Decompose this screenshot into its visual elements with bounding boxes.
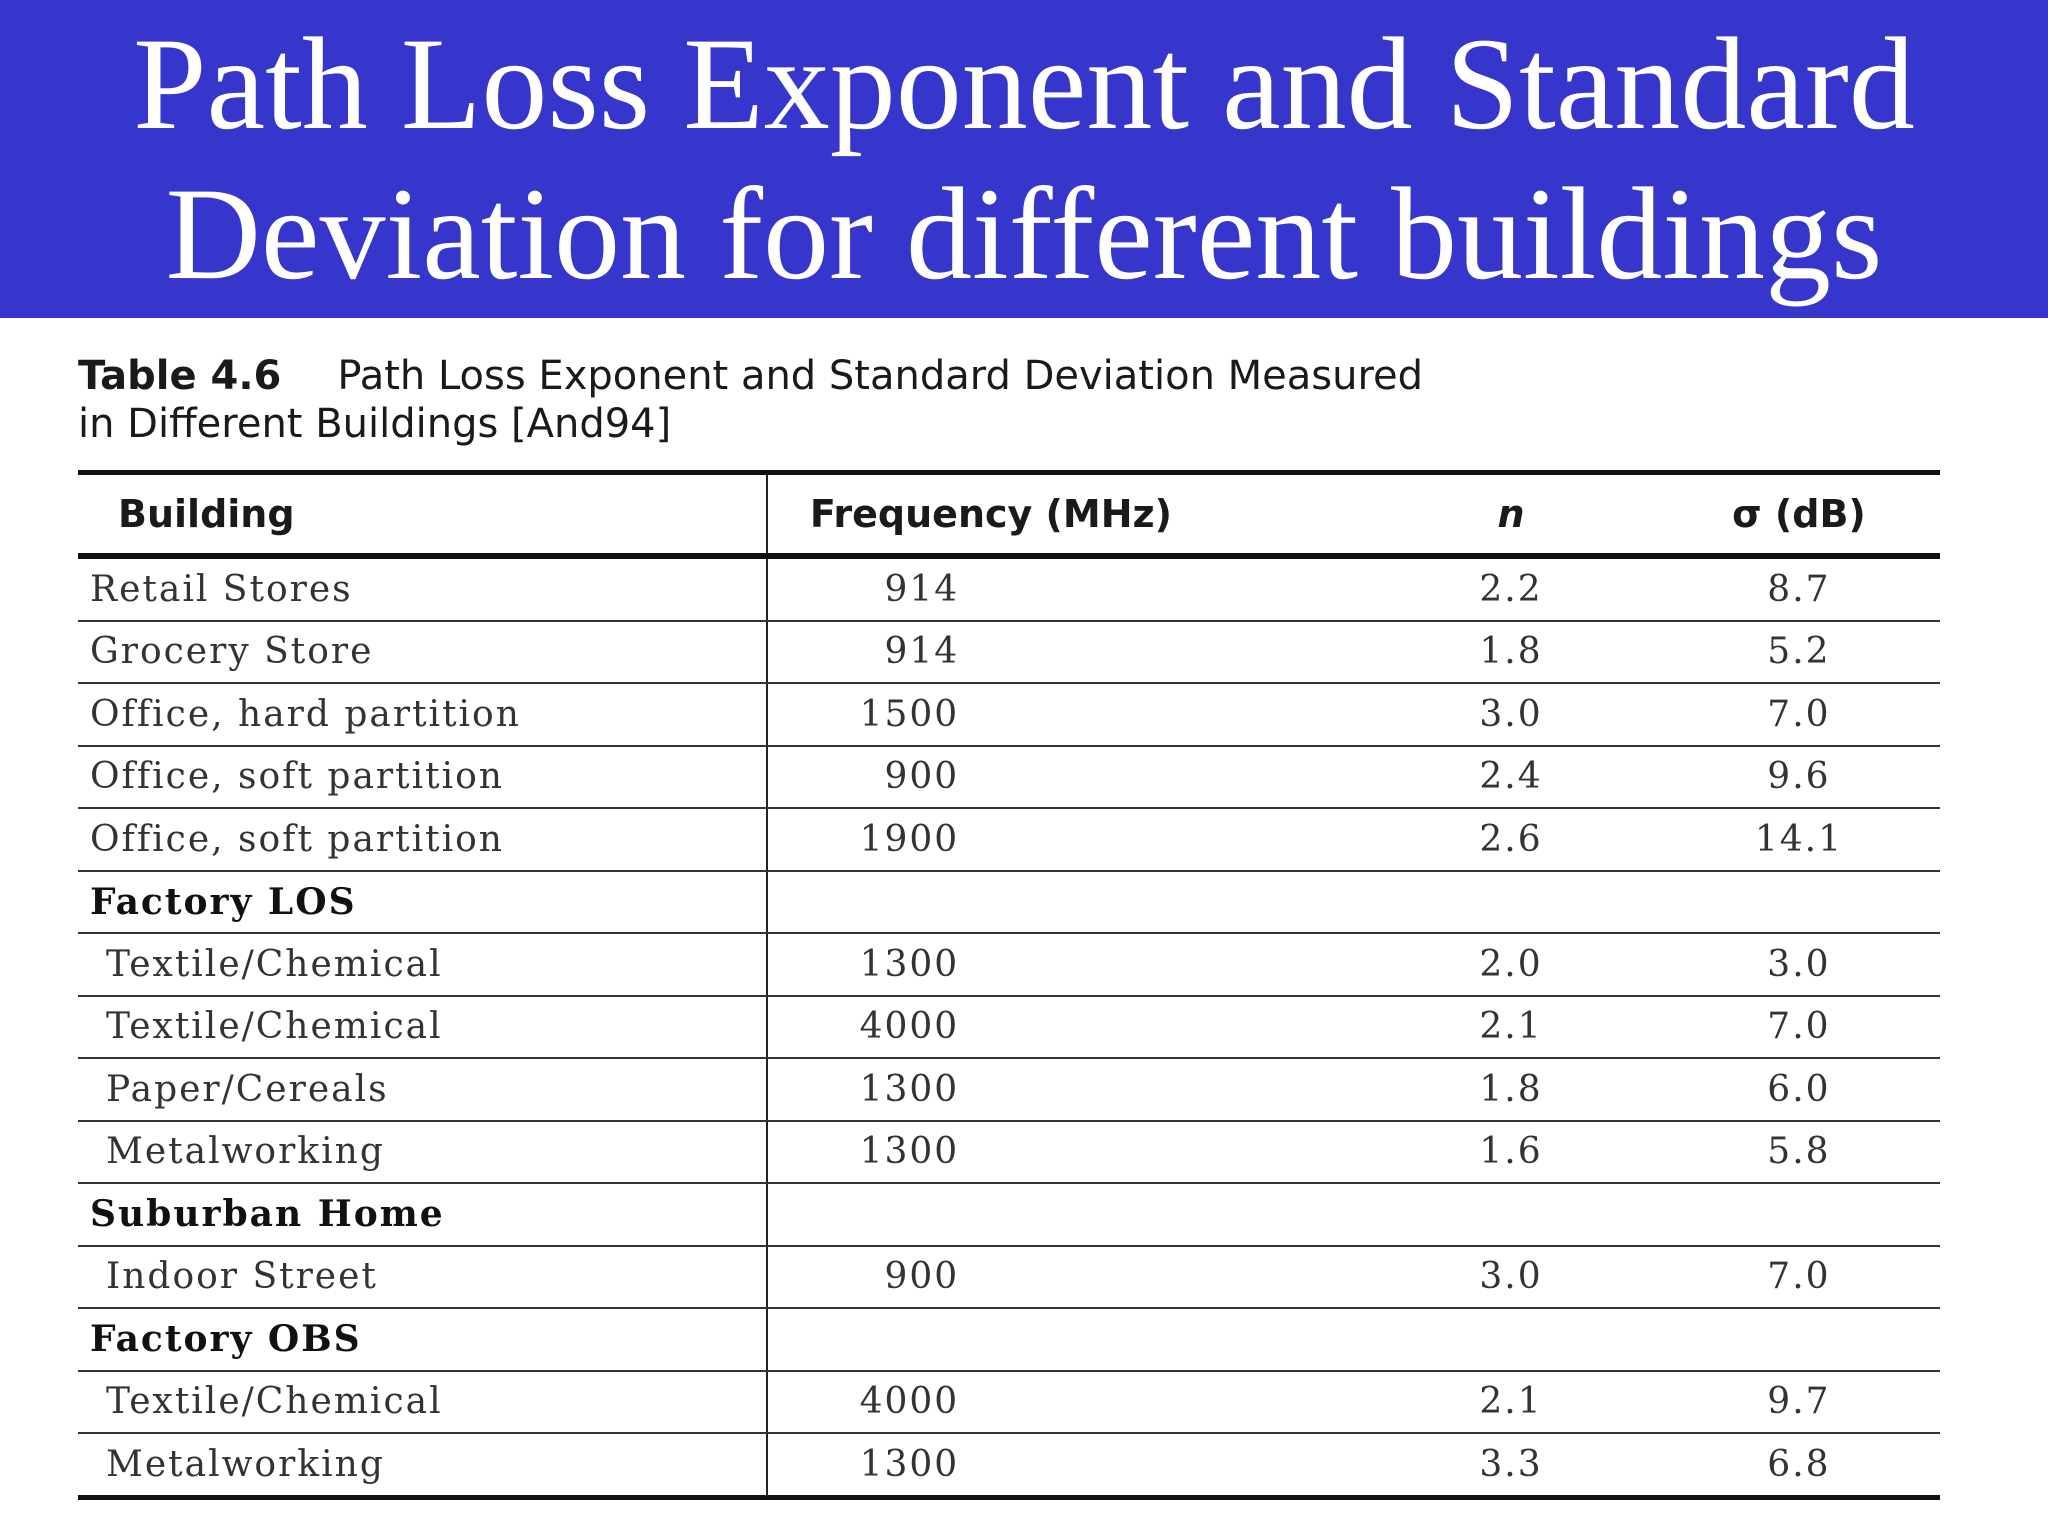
caption-text-1: Path Loss Exponent and Standard Deviation Measured bbox=[337, 353, 1424, 399]
table-label: Table 4.6 bbox=[78, 353, 282, 399]
cell-sigma: 9.7 bbox=[1658, 1371, 1940, 1434]
table-row bbox=[78, 746, 1940, 809]
cell-building: Metalworking bbox=[78, 1433, 767, 1497]
cell-n: 3.0 bbox=[1364, 683, 1658, 746]
cell-sigma: 6.0 bbox=[1658, 1058, 1940, 1121]
cell-building: Office, hard partition bbox=[78, 683, 767, 746]
cell-frequency: 900 bbox=[767, 746, 1364, 809]
table-row bbox=[78, 1433, 1940, 1497]
table-header-row bbox=[78, 473, 1940, 557]
cell-n: 2.2 bbox=[1364, 556, 1658, 621]
cell-frequency: 4000 bbox=[767, 996, 1364, 1059]
header-n: n bbox=[1497, 492, 1525, 536]
cell-n: 1.8 bbox=[1364, 621, 1658, 684]
cell-sigma: 3.0 bbox=[1658, 933, 1940, 996]
cell-group-heading: Suburban Home bbox=[78, 1183, 767, 1246]
slide-title-line-1: Path Loss Exponent and Standard bbox=[133, 10, 1915, 157]
table-group-row bbox=[78, 1183, 1940, 1246]
table-row bbox=[78, 683, 1940, 746]
table-row bbox=[78, 1058, 1940, 1121]
cell-frequency: 1300 bbox=[767, 1058, 1364, 1121]
cell-sigma bbox=[1658, 1183, 1940, 1246]
cell-building: Textile/Chemical bbox=[78, 933, 767, 996]
cell-n: 2.6 bbox=[1364, 808, 1658, 871]
header-building: Building bbox=[118, 492, 295, 536]
cell-sigma: 5.8 bbox=[1658, 1121, 1940, 1184]
cell-building: Textile/Chemical bbox=[78, 1371, 767, 1434]
cell-sigma: 5.2 bbox=[1658, 621, 1940, 684]
cell-frequency: 1300 bbox=[767, 1121, 1364, 1184]
cell-building: Indoor Street bbox=[78, 1246, 767, 1309]
cell-frequency bbox=[767, 1183, 1364, 1246]
cell-sigma: 7.0 bbox=[1658, 1246, 1940, 1309]
cell-n: 2.1 bbox=[1364, 996, 1658, 1059]
cell-building: Metalworking bbox=[78, 1121, 767, 1184]
cell-frequency bbox=[767, 1308, 1364, 1371]
cell-n: 3.0 bbox=[1364, 1246, 1658, 1309]
caption-line-1 bbox=[78, 352, 1978, 400]
cell-frequency: 914 bbox=[767, 621, 1364, 684]
header-sigma: σ (dB) bbox=[1732, 492, 1866, 536]
cell-n: 2.0 bbox=[1364, 933, 1658, 996]
cell-n bbox=[1364, 871, 1658, 934]
cell-sigma bbox=[1658, 871, 1940, 934]
table-row bbox=[78, 556, 1940, 621]
cell-frequency: 1300 bbox=[767, 933, 1364, 996]
cell-building: Retail Stores bbox=[78, 556, 767, 621]
cell-group-heading: Factory OBS bbox=[78, 1308, 767, 1371]
title-banner bbox=[0, 0, 2048, 318]
cell-building: Textile/Chemical bbox=[78, 996, 767, 1059]
cell-frequency: 1900 bbox=[767, 808, 1364, 871]
header-frequency: Frequency (MHz) bbox=[767, 473, 1364, 557]
cell-building: Office, soft partition bbox=[78, 808, 767, 871]
cell-frequency: 914 bbox=[767, 556, 1364, 621]
table-caption bbox=[78, 352, 1978, 448]
cell-sigma: 6.8 bbox=[1658, 1433, 1940, 1497]
cell-frequency bbox=[767, 871, 1364, 934]
cell-building: Grocery Store bbox=[78, 621, 767, 684]
table-group-row bbox=[78, 1308, 1940, 1371]
cell-group-heading: Factory LOS bbox=[78, 871, 767, 934]
cell-n: 1.6 bbox=[1364, 1121, 1658, 1184]
caption-text-2: in Different Buildings [And94] bbox=[78, 401, 672, 447]
cell-n: 2.4 bbox=[1364, 746, 1658, 809]
cell-n: 1.8 bbox=[1364, 1058, 1658, 1121]
cell-sigma: 9.6 bbox=[1658, 746, 1940, 809]
cell-building: Paper/Cereals bbox=[78, 1058, 767, 1121]
cell-frequency: 4000 bbox=[767, 1371, 1364, 1434]
table-row bbox=[78, 1246, 1940, 1309]
cell-n bbox=[1364, 1308, 1658, 1371]
table-row bbox=[78, 996, 1940, 1059]
table-row bbox=[78, 1121, 1940, 1184]
cell-frequency: 1300 bbox=[767, 1433, 1364, 1497]
table-row bbox=[78, 621, 1940, 684]
cell-frequency: 1500 bbox=[767, 683, 1364, 746]
slide-title-line-2: Deviation for different buildings bbox=[165, 160, 1883, 307]
cell-building: Office, soft partition bbox=[78, 746, 767, 809]
table-row bbox=[78, 933, 1940, 996]
path-loss-table bbox=[78, 470, 1940, 1500]
cell-n bbox=[1364, 1183, 1658, 1246]
table-row bbox=[78, 808, 1940, 871]
cell-sigma: 14.1 bbox=[1658, 808, 1940, 871]
cell-n: 2.1 bbox=[1364, 1371, 1658, 1434]
table-row bbox=[78, 1371, 1940, 1434]
cell-sigma: 7.0 bbox=[1658, 996, 1940, 1059]
cell-n: 3.3 bbox=[1364, 1433, 1658, 1497]
cell-sigma: 8.7 bbox=[1658, 556, 1940, 621]
cell-sigma: 7.0 bbox=[1658, 683, 1940, 746]
table-group-row bbox=[78, 871, 1940, 934]
cell-sigma bbox=[1658, 1308, 1940, 1371]
cell-frequency: 900 bbox=[767, 1246, 1364, 1309]
